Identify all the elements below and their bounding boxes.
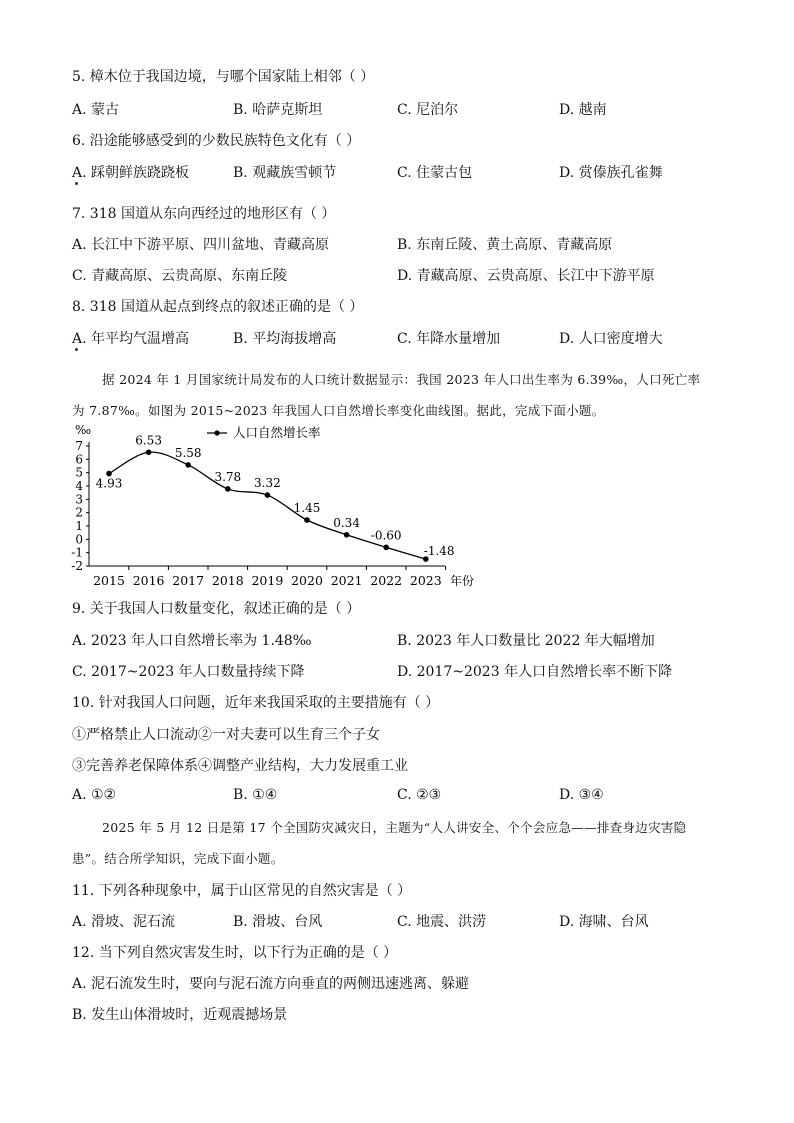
y-tick-label: 4 <box>75 479 83 493</box>
x-tick-label: 2022 <box>370 573 403 588</box>
data-label: -1.48 <box>423 544 455 559</box>
legend-label: 人口自然增长率 <box>233 425 321 440</box>
data-point <box>383 545 389 551</box>
question-6-option-c: C. 住蒙古包 <box>397 165 473 181</box>
question-10-item-2: ③完善养老保障体系④调整产业结构，大力发展重工业 <box>72 758 408 774</box>
data-label: 0.34 <box>333 515 360 530</box>
question-8-option-a: A. 年平均气温增高 <box>72 331 190 347</box>
question-10-option-d: D. ③④ <box>559 787 604 803</box>
passage-1-line-2: 为 7.87‰。如图为 2015~2023 年我国人口自然增长率变化曲线图。据此，完成下面小题。 <box>72 403 605 418</box>
question-6-stem: 6. 沿途能够感受到的少数民族特色文化有（ ） <box>72 133 361 149</box>
x-tick-label: 2021 <box>330 573 363 588</box>
question-6-option-a: A. 踩朝鲜族跷跷板 <box>72 165 190 181</box>
question-5-option-c: C. 尼泊尔 <box>397 102 459 118</box>
question-10-stem: 10. 针对我国人口问题，近年来我国采取的主要措施有（ ） <box>72 695 440 711</box>
x-tick-label: 2019 <box>251 573 284 588</box>
data-point <box>185 462 191 468</box>
question-9-option-b: B. 2023 年人口数量比 2022 年大幅增加 <box>397 633 655 649</box>
question-10-option-a: A. ①② <box>72 787 117 803</box>
data-point <box>344 532 350 538</box>
question-11-option-c: C. 地震、洪涝 <box>397 914 487 930</box>
question-9-option-c: C. 2017~2023 年人口数量持续下降 <box>72 664 305 680</box>
data-point <box>106 471 112 477</box>
question-11-option-a: A. 滑坡、泥石流 <box>72 914 176 930</box>
x-tick-label: 2018 <box>211 573 244 588</box>
question-12-option-b: B. 发生山体滑坡时，近观震撼场景 <box>72 1007 288 1023</box>
stray-dot <box>75 348 78 351</box>
y-tick-label: -2 <box>71 559 83 573</box>
data-point <box>225 486 231 492</box>
question-9-option-a: A. 2023 年人口自然增长率为 1.48‰ <box>72 633 312 649</box>
question-11-stem: 11. 下列各种现象中，属于山区常见的自然灾害是（ ） <box>72 883 412 899</box>
question-10-option-c: C. ②③ <box>397 787 442 803</box>
y-tick-label: 6 <box>75 452 83 467</box>
question-7-option-d: D. 青藏高原、云贵高原、长江中下游平原 <box>397 268 655 284</box>
question-7-option-b: B. 东南丘陵、黄土高原、青藏高原 <box>397 237 613 253</box>
question-9-stem: 9. 关于我国人口数量变化，叙述正确的是（ ） <box>72 601 361 617</box>
passage-2-line-1: 2025 年 5 月 12 日是第 17 个全国防灾减灾日，主题为“人人讲安全、个个会应急——排查身边灾害隐 <box>102 820 687 835</box>
passage-2-line-2: 患”。结合所学知识，完成下面小题。 <box>72 851 284 866</box>
data-label: 4.93 <box>95 476 123 491</box>
question-10-item-1: ①严格禁止人口流动②一对夫妻可以生育三个子女 <box>72 727 380 743</box>
data-point <box>146 449 152 455</box>
x-tick-label: 2015 <box>93 573 125 588</box>
question-8-option-c: C. 年降水量增加 <box>397 331 501 347</box>
chart-legend <box>207 425 321 440</box>
y-axis-unit: ‰ <box>75 423 92 437</box>
y-tick-label: 2 <box>75 505 83 520</box>
question-10-option-b: B. ①④ <box>233 787 278 803</box>
question-8-option-d: D. 人口密度增大 <box>559 331 663 347</box>
data-label: 3.32 <box>254 476 281 491</box>
question-6-option-d: D. 赏傣族孔雀舞 <box>559 165 663 181</box>
data-label: 1.45 <box>293 501 321 515</box>
question-7-option-c: C. 青藏高原、云贵高原、东南丘陵 <box>72 268 288 284</box>
y-tick-label: 1 <box>75 519 83 533</box>
question-6-option-b: B. 观藏族雪顿节 <box>233 165 337 181</box>
y-tick-label: 7 <box>75 439 83 453</box>
question-12-stem: 12. 当下列自然灾害发生时，以下行为正确的是（ ） <box>72 945 398 961</box>
question-9-option-d: D. 2017~2023 年人口自然增长率不断下降 <box>397 664 673 680</box>
question-8-option-b: B. 平均海拔增高 <box>233 331 337 347</box>
series-line <box>109 452 426 559</box>
y-tick-label: -1 <box>71 545 83 560</box>
data-point <box>304 517 310 523</box>
question-7-stem: 7. 318 国道从东向西经过的地形区有（ ） <box>72 206 336 222</box>
data-label: 3.78 <box>214 469 242 484</box>
y-tick-label: 5 <box>75 465 83 480</box>
question-11-option-d: D. 海啸、台风 <box>559 914 649 930</box>
data-label: 6.53 <box>135 433 162 448</box>
y-tick-label: 0 <box>75 532 83 547</box>
x-tick-label: 2020 <box>291 573 323 588</box>
x-tick-label: 2016 <box>132 573 165 588</box>
question-7-option-a: A. 长江中下游平原、四川盆地、青藏高原 <box>72 237 330 253</box>
x-tick-label: 2023 <box>409 573 442 588</box>
chart-plot-area <box>96 433 455 562</box>
data-point <box>265 492 271 498</box>
y-tick-label: 3 <box>75 492 83 507</box>
x-axis-label: 年份 <box>450 574 475 588</box>
passage-1-line-1: 据 2024 年 1 月国家统计局发布的人口统计数据显示：我国 2023 年人口出生率为 6.39‰，人口死亡率 <box>102 372 701 387</box>
question-5-option-b: B. 哈萨克斯坦 <box>233 102 323 118</box>
question-12-option-a: A. 泥石流发生时，要向与泥石流方向垂直的两侧迅速逃离、躲避 <box>72 976 470 992</box>
population-growth-chart <box>55 420 495 590</box>
stray-dot <box>75 182 78 185</box>
legend-marker <box>214 430 219 435</box>
data-label: 5.58 <box>174 445 202 460</box>
question-5-stem: 5. 樟木位于我国边境，与哪个国家陆上相邻（ ） <box>72 69 375 85</box>
x-tick-label: 2017 <box>172 573 205 588</box>
data-label: -0.60 <box>370 528 402 543</box>
question-8-stem: 8. 318 国道从起点到终点的叙述正确的是（ ） <box>72 299 364 315</box>
question-11-option-b: B. 滑坡、台风 <box>233 914 323 930</box>
question-5-option-a: A. 蒙古 <box>72 102 120 118</box>
question-5-option-d: D. 越南 <box>559 102 607 118</box>
